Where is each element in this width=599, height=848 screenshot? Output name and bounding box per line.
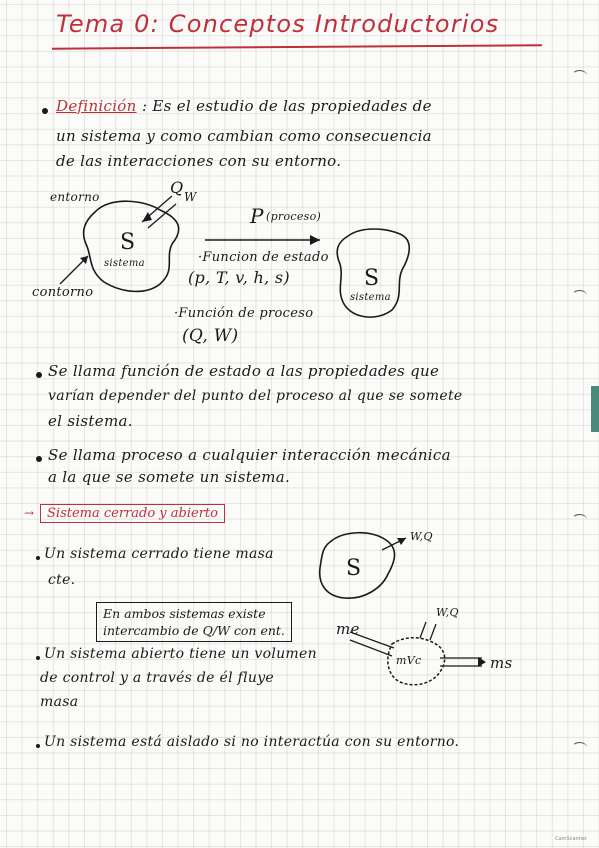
closed-line2: cte. — [48, 572, 76, 588]
page-title: Tema 0: Conceptos Introductorios — [56, 10, 500, 38]
open-me-label: me — [336, 620, 360, 638]
bullet2-line2: a la que se somete un sistema. — [48, 468, 291, 486]
funcion-estado-vars: (p, T, v, h, s) — [188, 268, 290, 287]
punch-hole-mark — [572, 514, 587, 525]
open-ms-label: ms — [490, 654, 513, 672]
open-line2: de control y a través de él fluye — [40, 670, 274, 686]
bullet1-line2: varían depender del punto del proceso al que se somete — [48, 388, 463, 404]
closed-line1: Un sistema cerrado tiene masa — [44, 546, 274, 562]
closed-s-label: S — [346, 556, 362, 581]
bullet-dot — [36, 656, 40, 660]
open-line1: Un sistema abierto tiene un volumen — [44, 646, 317, 662]
bullet1-line3: el sistema. — [48, 412, 133, 430]
sistema-label: sistema — [104, 258, 145, 269]
closed-wq-label: W,Q — [410, 530, 433, 543]
q-label: Q — [170, 178, 184, 197]
sistema2-label: sistema — [350, 292, 391, 303]
note-box — [96, 602, 292, 642]
process-p: P — [250, 204, 264, 228]
punch-hole-mark — [572, 290, 587, 301]
bullet-dot — [36, 456, 42, 462]
section-arrow: → — [24, 506, 35, 520]
bullet-dot — [36, 744, 40, 748]
note-line2: intercambio de Q/W con ent. — [103, 623, 285, 638]
bullet2-line1: Se llama proceso a cualquier interacción mecánica — [48, 446, 451, 464]
system-s-label: S — [120, 230, 136, 255]
definition-label: Definición — [56, 97, 137, 115]
funcion-proceso-vars: (Q, W) — [182, 326, 239, 346]
contorno-label: contorno — [32, 285, 94, 300]
bullet-dot — [36, 372, 42, 378]
entorno-label: entorno — [50, 190, 100, 204]
funcion-proceso-label: ·Función de proceso — [174, 306, 314, 321]
note-line1: En ambos sistemas existe — [103, 606, 266, 621]
open-mvc-label: mVc — [396, 654, 422, 667]
definition-line3: de las interacciones con su entorno. — [56, 152, 342, 170]
punch-hole-mark — [572, 742, 587, 753]
system2-s-label: S — [364, 266, 380, 291]
section-heading: Sistema cerrado y abierto — [40, 504, 225, 523]
definition-line1: : Es el estudio de las propiedades de — [142, 97, 432, 115]
funcion-estado-label: ·Funcion de estado — [198, 250, 329, 265]
definition-line2: un sistema y como cambian como consecuencia — [56, 127, 432, 145]
page-side-tab — [591, 386, 599, 432]
process-paren: (proceso) — [266, 210, 322, 223]
open-wq-label: W,Q — [436, 606, 459, 619]
isolated-line1: Un sistema está aislado si no interactúa con su entorno. — [44, 734, 460, 750]
punch-hole-mark — [572, 70, 587, 81]
bullet-dot — [36, 556, 40, 560]
open-line3: masa — [40, 694, 79, 710]
w-label: W — [184, 190, 197, 204]
bullet1-line1: Se llama función de estado a las propiedades que — [48, 362, 440, 380]
scanner-watermark: CamScanner — [555, 836, 587, 842]
